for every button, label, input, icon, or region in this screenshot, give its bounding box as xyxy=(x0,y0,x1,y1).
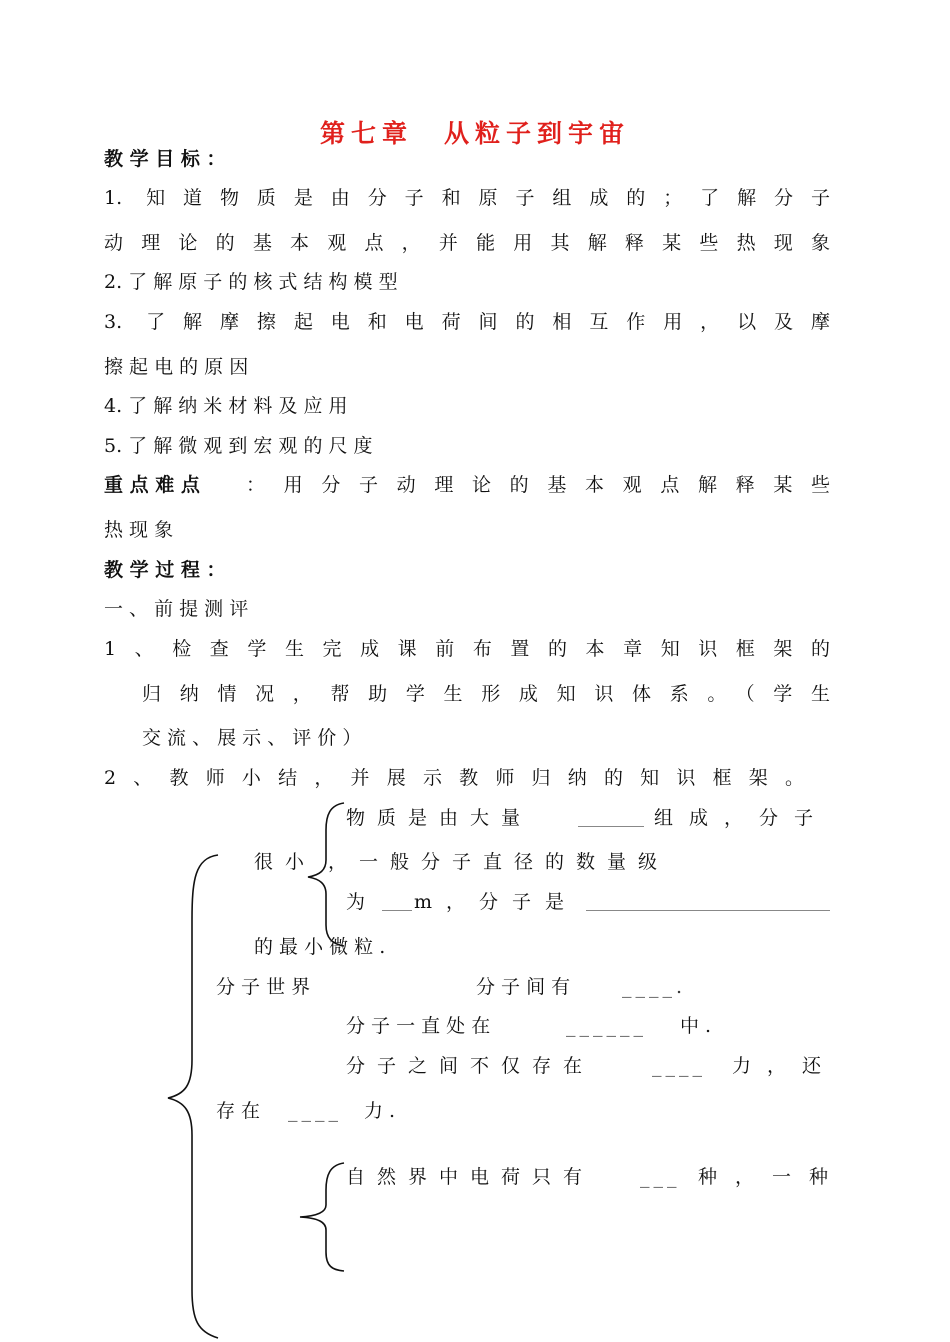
framework-b4-text-a: 分子之间不仅存在 xyxy=(346,1055,595,1077)
framework-b4-text-d: 力 . xyxy=(364,1100,396,1122)
blank-motion: ______ xyxy=(566,1015,647,1037)
framework-b1-text-c: 很小 xyxy=(254,851,317,873)
framework-world-label: 分 子 世 界 xyxy=(216,976,311,998)
brace-large xyxy=(168,855,218,1338)
section-1-heading: 一 、 前 提 测 评 xyxy=(104,598,249,620)
key-points-line-2: 热 现 象 xyxy=(104,519,174,541)
step-1-line-1: 1、检查学生完成课前布置的本章知识框架的 xyxy=(104,638,830,660)
blank-force-1: ____ xyxy=(652,1055,706,1077)
framework-b1-text-a: 物质是由大量 xyxy=(346,807,533,829)
objective-4: 4. 了 解 纳 米 材 料 及 应 用 xyxy=(104,395,348,417)
framework-b4-text-b: 力，还 xyxy=(732,1055,838,1077)
framework-b2-text: 分 子 间 有 xyxy=(476,976,571,998)
key-points-line-1: ：用分子动理论的基本观点解释某些 xyxy=(246,474,830,496)
framework-c1-text-a: 自然界中电荷只有 xyxy=(346,1166,595,1188)
objective-1-line-1: 1. 知道物质是由分子和原子组成的；了解分子 xyxy=(104,187,830,209)
blank-magnitude xyxy=(382,896,412,911)
step-1-line-2: 归纳情况，帮助学生形成知识体系。（学生 xyxy=(142,683,830,705)
objective-3-line-2: 擦 起 电 的 原 因 xyxy=(104,356,249,378)
brace-molecule xyxy=(308,803,344,946)
objectives-heading: 教 学 目 标 ： xyxy=(104,148,226,170)
framework-b4-text-c: 存 在 xyxy=(216,1100,261,1122)
blank-force-2: ____ xyxy=(288,1100,342,1122)
framework-b3-text: 分 子 一 直 处 在 xyxy=(346,1015,491,1037)
blank-charge-kinds: ___ xyxy=(640,1166,681,1188)
framework-b1-text-f: m，分子是 xyxy=(414,891,579,913)
step-1-line-3: 交 流 、 展 示 、 评 价 ） xyxy=(142,727,362,749)
blank-smallest-particle xyxy=(586,896,830,911)
framework-b3-end: 中 . xyxy=(680,1015,712,1037)
objective-5: 5. 了 解 微 观 到 宏 观 的 尺 度 xyxy=(104,435,373,457)
framework-b1-text-d: ，一般分子直径的数量级 xyxy=(328,851,670,873)
framework-b1-text-b: 组成，分子 xyxy=(654,807,830,829)
objective-2: 2. 了 解 原 子 的 核 式 结 构 模 型 xyxy=(104,271,398,293)
blank-molecule xyxy=(578,812,644,827)
framework-b1-text-g: 的 最 小 微 粒 . xyxy=(254,936,386,958)
objective-1-line-2: 动理论的基本观点，并能用其解释某些热现象 xyxy=(104,232,830,254)
key-points-label: 重 点 难 点 xyxy=(104,474,200,496)
framework-b1-text-e: 为 xyxy=(346,891,366,913)
objective-3-line-1: 3. 了解摩擦起电和电荷间的相互作用，以及摩 xyxy=(104,311,830,333)
framework-c1-text-b: 种，一种 xyxy=(698,1166,847,1188)
brace-charge xyxy=(300,1163,344,1271)
blank-gap: ____. xyxy=(622,976,687,998)
process-heading: 教 学 过 程 ： xyxy=(104,559,226,581)
step-2: 2、教师小结，并展示教师归纳的知识框架。 xyxy=(104,767,804,789)
page-title: 第七章 从粒子到宇宙 xyxy=(319,119,630,148)
